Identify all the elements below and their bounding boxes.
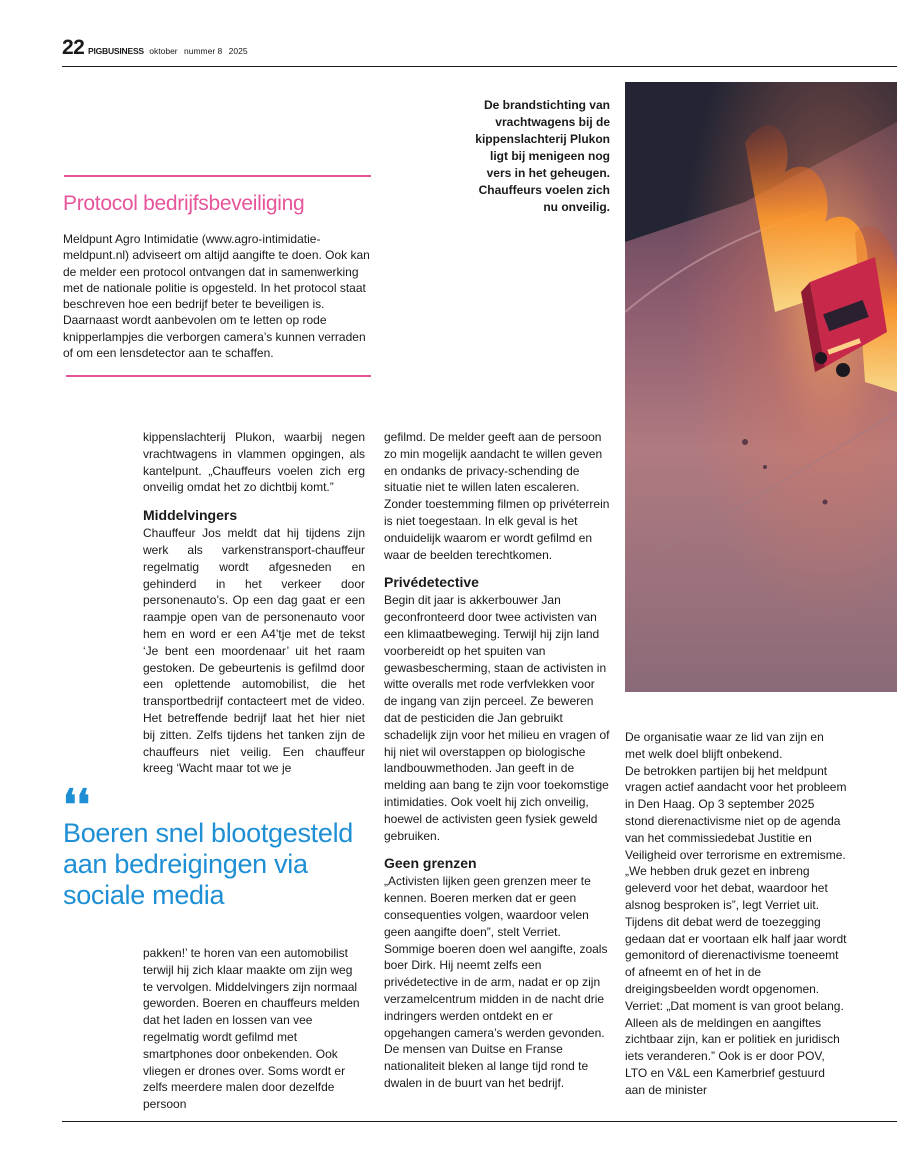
photo-caption: De brandstichting van vrachtwagens bij de kippenslachterij Plukon ligt bij menigeen nog vers in het geheugen. Chauffeurs voelen zich nu onveilig.	[475, 98, 610, 214]
column-3	[625, 729, 847, 1099]
column-2-paragraph-2: „Activisten lijken geen grenzen meer te kennen. Boeren merken dat er geen consequenties volgen, waardoor velen geen aangifte doen”, stelt Verriet. Sommige boeren doen wel aangifte, zoals boer Dirk. Hij neemt zelfs een privédetective in de arm, nadat er op zijn verzamelcentrum midden in de nacht drie indringers werden ontdekt en er opgehangen camera’s werden gevonden. De mensen van Duitse en Franse nationaliteit bleken al lange tijd rond te dwalen in de buurt van het bedrijf.	[384, 874, 608, 1090]
page-number: 22	[62, 36, 85, 59]
column-1-continued: pakken!’ te horen van een automobilist terwijl hij zich klaar maakte om zijn weg te vervolgen. Middelvingers zijn normaal geworden. Boeren en chauffeurs melden dat het laden en lossen van vee regelmatig wordt gefilmd met smartphones door onbekenden. Ook vliegen er drones over. Soms wordt er zelfs meerdere malen door dezelfde persoon	[143, 946, 360, 1112]
column-2	[384, 429, 610, 1092]
burning-truck-photo	[625, 82, 897, 692]
box-top-rule	[64, 175, 371, 177]
quote-mark-icon: ❛❛	[63, 783, 91, 829]
issue-number: nummer 8	[184, 46, 223, 56]
column-1-bottom	[143, 945, 365, 1113]
column-1-paragraph: Chauffeur Jos meldt dat hij tijdens zijn werk als varkenstransport-chauffeur regelmatig wordt afgesneden en gehinderd in het verkeer door personenauto’s. Op een dag gaat er een raampje open van de personenauto voor hem en word er een A4’tje met de tekst ‘Je bent een moordenaar’ uit het raam gestoken. De gebeurtenis is gefilmd door een oplettende automobilist, die het transportbedrijf contacteert met de video. Het betreffende bedrijf laat het hier niet bij zitten. Zelfs tijdens het tanken zijn de chauffeurs niet veilig. Een chauffeur kreeg ‘Wacht maar tot we je	[143, 526, 365, 776]
heading-geen-grenzen: Geen grenzen	[384, 855, 477, 872]
column-2-paragraph-1: Begin dit jaar is akkerbouwer Jan geconfronteerd door twee activisten van een klimaatbeweging. Terwijl hij zijn land voorbereidt op het spuiten van gewasbescherming, staan de activisten in witte overalls met rode verfvlekken voor de ingang van zijn perceel. Ze beweren dat de pesticiden die Jan gebruikt schadelijk zijn voor het milieu en vragen of hij niet wil overstappen op biologische landbouwmethoden. Jan geeft in de melding aan bang te zijn voor toekomstige intimidaties. Ook voelt hij zich onveilig, hoewel de activisten geen fysiek geweld gebruiken.	[384, 593, 610, 843]
column-1-intro: kippenslachterij Plukon, waarbij negen vrachtwagens in vlammen opgingen, als kantelpunt. „Chauffeurs voelen zich erg onveilig omdat het zo dichtbij komt.”	[143, 430, 365, 495]
column-3-paragraph-1: De organisatie waar ze lid van zijn en met welk doel blijft onbekend.	[625, 730, 824, 761]
photo-illustration	[625, 82, 897, 692]
box-bottom-rule	[66, 375, 371, 377]
column-1-top	[143, 429, 365, 777]
publication-name: PIGBUSINESS	[88, 46, 144, 56]
heading-middelvingers: Middelvingers	[143, 507, 238, 524]
pull-quote: Boeren snel blootgesteld aan bedreigingen via sociale media	[63, 818, 354, 910]
heading-privedetective: Privédetective	[384, 574, 479, 591]
issue-month: oktober	[149, 46, 178, 56]
column-3-paragraph-2: De betrokken partijen bij het meldpunt vragen actief aandacht voor het probleem in Den Haag. Op 3 september 2025 stond dierenactivisme niet op de agenda van het commissiedebat Justitie en Veiligheid over terrorisme en extremisme. „We hebben druk gezet en inbreng geleverd voor het debat, waardoor het alsnog besproken is”, legt Verriet uit. Tijdens dit debat werd de toezegging gedaan dat er voortaan elk half jaar wordt gemonitord of dierenactivisme toeneemt of afneemt en of het in de dreigingsbeelden wordt opgenomen. Verriet: „Dat moment is van groot belang. Alleen als de meldingen en aangiftes zichtbaar zijn, kan er politiek en juridisch iets veranderen.” Ook is er door POV, LTO en V&L een Kamerbrief gestuurd aan de minister	[625, 763, 847, 1097]
column-2-intro: gefilmd. De melder geeft aan de persoon zo min mogelijk aandacht te willen geven en ondanks de privacy-schending de situatie niet te willen laten escaleren. Zonder toestemming filmen op privéterrein is niet toegestaan. In elk geval is het onduidelijk waarom er wordt gefilmd en waar de beelden terechtkomen.	[384, 430, 610, 562]
box-body: Meldpunt Agro Intimidatie (www.agro-intimidatie-meldpunt.nl) adviseert om altijd aangifte te doen. Ook kan de melder een protocol ontvangen dat in samenwerking met de nationale politie is opgesteld. In het protocol staat beschreven hoe een bedrijf beter te beveiligen is. Daarnaast wordt aanbevolen om te letten op rode knipperlampjes die verborgen camera’s kunnen verraden of om een lensdetector aan te schaffen.	[63, 232, 370, 361]
header-rule	[62, 66, 897, 67]
running-header	[88, 45, 248, 57]
footer-rule	[62, 1121, 897, 1122]
box-title: Protocol bedrijfsbeveiliging	[63, 192, 305, 215]
issue-year: 2025	[228, 46, 248, 56]
